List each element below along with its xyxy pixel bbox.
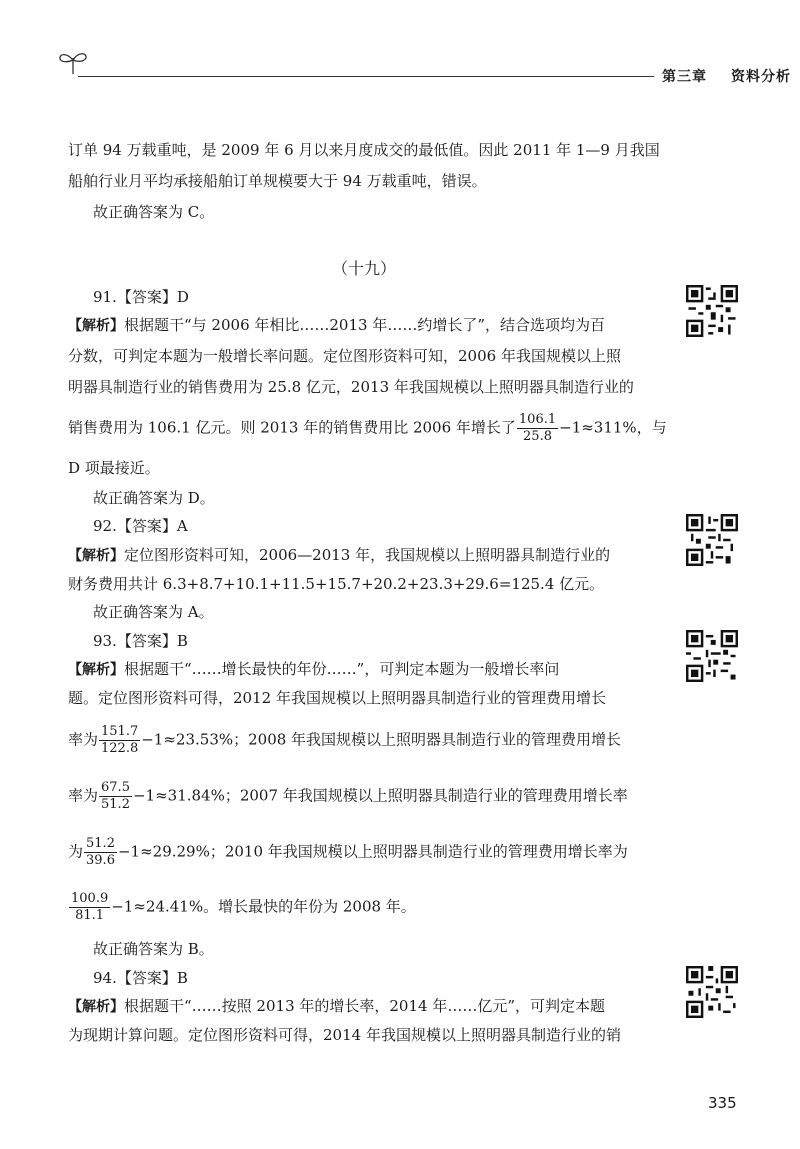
q93-fraction-4-denominator: 81.1 xyxy=(75,908,105,923)
q91-line-5: D 项最接近。 xyxy=(68,459,160,477)
q93-fraction-1-numerator: 151.7 xyxy=(101,724,139,739)
analysis-tag: 【解析】 xyxy=(68,662,124,678)
qr-code-icon[interactable] xyxy=(686,285,738,337)
q93-text-r2b: −1≈31.84%；2007 年我国规模以上照明器具制造行业的管理费用增长率 xyxy=(132,786,628,805)
q91-text-1: 根据题干“与 2006 年相比……2013 年……约增长了”，结合选项均为百 xyxy=(124,316,605,334)
q91-line-2: 分数，可判定本题为一般增长率问题。定位图形资料可知，2006 年我国规模以上照 xyxy=(68,347,621,365)
qr-code-icon[interactable] xyxy=(686,966,738,1018)
q91-line-4 xyxy=(68,412,667,445)
q92-answer-head: 92.【答案】A xyxy=(93,517,188,535)
q93-fraction-1 xyxy=(99,724,140,757)
q94-text-1: 根据题干“……按照 2013 年的增长率，2014 年……亿元”，可判定本题 xyxy=(124,997,605,1015)
q92-line-2: 财务费用共计 6.3+8.7+10.1+11.5+15.7+20.2+23.3+29.6=125.4 亿元。 xyxy=(68,575,605,593)
q93-text-r3b: −1≈29.29%；2010 年我国规模以上照明器具制造行业的管理费用增长率为 xyxy=(117,842,628,861)
q91-text-4a: 销售费用为 106.1 亿元。则 2013 年的销售费用比 2006 年增长了 xyxy=(68,418,516,437)
q93-line-3 xyxy=(68,724,621,757)
q91-text-4b: −1≈311%，与 xyxy=(559,418,667,437)
q93-text-r2a: 率为 xyxy=(68,786,99,805)
qr-code-icon[interactable] xyxy=(686,514,738,566)
q93-fraction-3-denominator: 39.6 xyxy=(86,853,115,868)
header-rule-left xyxy=(78,76,654,77)
q93-line-1 xyxy=(68,659,559,680)
q93-line-4 xyxy=(68,780,628,813)
q93-fraction-3-numerator: 51.2 xyxy=(86,836,115,851)
q91-fraction xyxy=(517,412,558,445)
q94-line-1 xyxy=(68,996,605,1017)
q93-fraction-1-denominator: 122.8 xyxy=(101,741,139,756)
q93-fraction-3 xyxy=(84,836,117,869)
q91-fraction-denominator: 25.8 xyxy=(523,429,552,444)
q92-answer: 故正确答案为 A。 xyxy=(93,603,214,621)
q93-line-6 xyxy=(68,891,416,924)
q93-line-5 xyxy=(68,836,628,869)
q93-answer-head: 93.【答案】B xyxy=(93,632,188,650)
q93-answer: 故正确答案为 B。 xyxy=(93,940,214,958)
q93-text-r1a: 率为 xyxy=(68,730,99,749)
lead-line-2: 船舶行业月平均承接船舶订单规模要大于 94 万载重吨，错误。 xyxy=(68,172,487,190)
page-number: 335 xyxy=(708,1094,737,1112)
q92-text-1: 定位图形资料可知，2006—2013 年，我国规模以上照明器具制造行业的 xyxy=(124,546,611,564)
sprout-icon xyxy=(56,48,90,76)
analysis-tag: 【解析】 xyxy=(68,999,124,1015)
q91-line-3: 明器具制造行业的销售费用为 25.8 亿元，2013 年我国规模以上照明器具制造行业的 xyxy=(68,378,634,396)
q93-text-r4b: −1≈24.41%。增长最快的年份为 2008 年。 xyxy=(111,897,416,916)
q93-fraction-2 xyxy=(99,780,132,813)
q93-text-r1b: −1≈23.53%；2008 年我国规模以上照明器具制造行业的管理费用增长 xyxy=(141,730,622,749)
q93-line-2: 题。定位图形资料可得，2012 年我国规模以上照明器具制造行业的管理费用增长 xyxy=(68,689,606,707)
running-header xyxy=(56,48,796,88)
section-title: （十九） xyxy=(331,259,396,278)
section-label: 资料分析 xyxy=(731,69,791,85)
q94-answer-head: 94.【答案】B xyxy=(93,969,188,987)
analysis-tag: 【解析】 xyxy=(68,318,124,334)
q91-fraction-numerator: 106.1 xyxy=(518,412,557,427)
q93-fraction-4-numerator: 100.9 xyxy=(71,891,109,906)
q93-fraction-2-denominator: 51.2 xyxy=(101,797,130,812)
q93-text-1: 根据题干“……增长最快的年份……”，可判定本题为一般增长率问 xyxy=(124,660,560,678)
q94-line-2: 为现期计算问题。定位图形资料可得，2014 年我国规模以上照明器具制造行业的销 xyxy=(68,1026,621,1044)
q91-line-1 xyxy=(68,315,605,336)
q91-answer: 故正确答案为 D。 xyxy=(93,489,215,507)
lead-answer: 故正确答案为 C。 xyxy=(93,203,215,221)
qr-code-icon[interactable] xyxy=(686,630,738,682)
lead-line-1: 订单 94 万载重吨，是 2009 年 6 月以来月度成交的最低值。因此 2011 年 1—9 月我国 xyxy=(68,141,660,159)
q92-line-1 xyxy=(68,545,610,566)
q91-answer-head: 91.【答案】D xyxy=(93,288,189,306)
q93-text-r3a: 为 xyxy=(68,842,84,861)
analysis-tag: 【解析】 xyxy=(68,548,124,564)
chapter-label: 第三章 xyxy=(662,69,707,85)
q93-fraction-2-numerator: 67.5 xyxy=(101,780,130,795)
q93-fraction-4 xyxy=(69,891,110,924)
